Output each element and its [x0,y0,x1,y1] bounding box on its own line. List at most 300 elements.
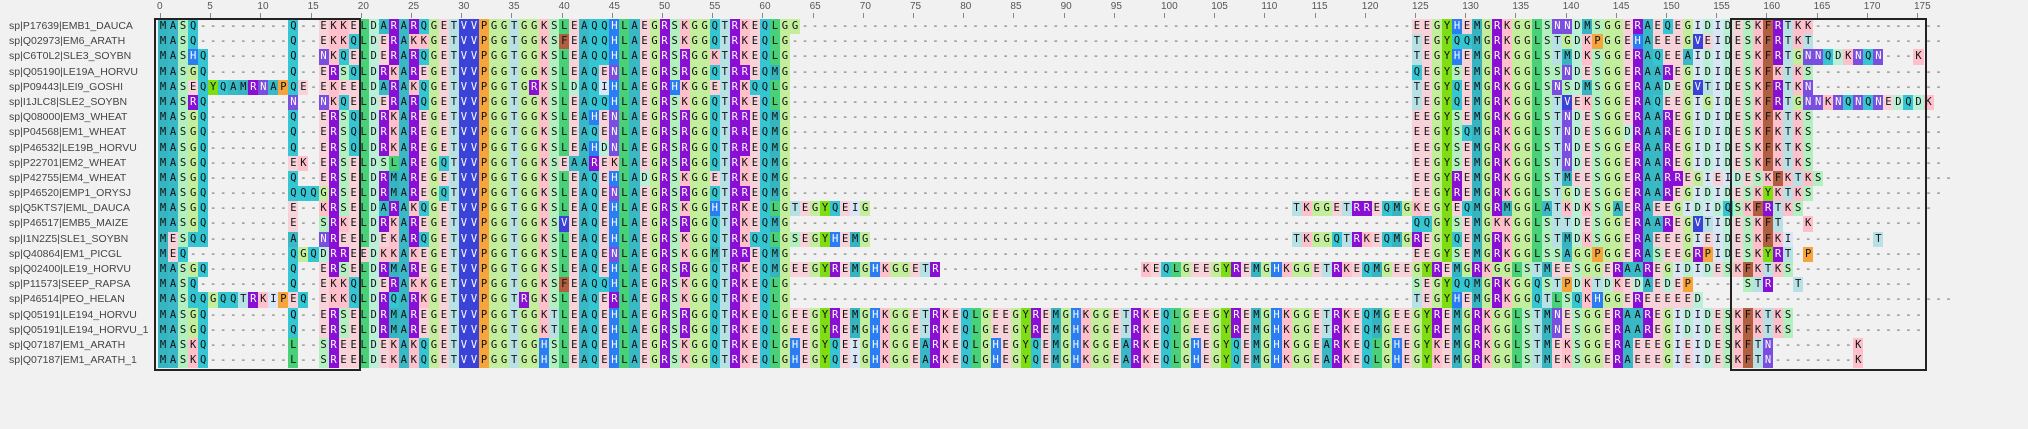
gap-cell: - [199,20,207,32]
gap-cell: - [1845,65,1852,78]
gap-cell: - [962,247,969,260]
residue-cell: G [890,338,900,353]
residue-cell: R [680,110,690,125]
residue-cell: L [1532,49,1542,64]
residue-cell: D [1572,277,1582,292]
gap-cell: - [972,187,979,200]
gap-cell: - [1363,65,1370,78]
residue-cell: M [238,80,248,95]
gap-cell: - [1293,171,1300,184]
sequence-row [158,277,1954,292]
residue-cell: G [489,232,499,247]
gap-cell: - [1122,278,1130,291]
residue-cell: G [1603,19,1613,34]
gap-cell: - [310,141,317,154]
residue-cell: E [1041,353,1051,368]
residue-cell: G [489,49,499,64]
residue-cell: G [1613,80,1623,95]
residue-cell: E [750,156,760,171]
gap-cell: - [1905,156,1912,169]
residue-cell: G [810,201,820,216]
gap-cell: - [801,247,809,260]
residue-cell: K [329,277,339,292]
gap-cell: - [892,20,899,32]
residue-cell: E [1572,95,1582,110]
gap-cell: - [1905,20,1912,32]
residue-cell: Q [1723,201,1733,216]
gap-cell: - [1875,156,1882,169]
residue-cell: D [1572,141,1582,156]
gap-cell: - [1383,247,1390,260]
gap-cell: - [1183,35,1190,48]
residue-cell: A [629,19,639,34]
gap-cell: - [902,156,909,169]
gap-cell: - [841,35,849,48]
residue-cell: R [1472,323,1482,338]
residue-cell: R [409,308,419,323]
gap-cell: - [270,247,277,260]
residue-cell: S [1542,110,1552,125]
residue-cell: K [1502,156,1512,171]
gap-cell: - [1012,187,1019,200]
residue-cell: S [178,292,188,307]
residue-cell: S [1592,65,1602,80]
residue-cell: L [770,80,780,95]
gap-cell: - [1373,65,1380,78]
residue-cell: I [1693,141,1703,156]
residue-cell: R [329,65,339,80]
residue-cell: R [1432,308,1442,323]
gap-cell: - [952,187,959,200]
residue-cell: E [750,323,760,338]
gap-cell: - [1082,95,1090,108]
residue-cell: Q [178,247,188,262]
residue-cell: Q [1362,262,1372,277]
residue-cell: G [1582,353,1592,368]
gap-cell: - [1112,50,1120,63]
residue-cell: R [329,262,339,277]
residue-cell: M [1251,262,1261,277]
residue-cell: L [971,338,981,353]
gap-cell: - [1052,35,1059,48]
residue-cell: S [339,308,349,323]
residue-cell: S [178,65,188,80]
residue-cell: G [700,156,710,171]
gap-cell: - [1915,202,1922,215]
gap-cell: - [1263,156,1270,169]
gap-cell: - [1072,232,1080,245]
residue-cell: G [1492,323,1502,338]
residue-cell: R [930,262,940,277]
residue-cell: S [670,353,680,368]
gap-cell: - [1885,293,1892,306]
gap-cell: - [1905,65,1912,78]
residue-cell: H [609,353,619,368]
gap-cell: - [1002,156,1009,169]
residue-cell: Q [589,292,599,307]
residue-cell: R [830,308,840,323]
residue-cell: S [1542,216,1552,231]
residue-cell: F [1763,232,1773,247]
gap-cell: - [1293,65,1300,78]
residue-cell: G [1091,308,1101,323]
residue-cell: H [1452,19,1462,34]
residue-cell: Q [1532,292,1542,307]
ruler-tick-mark [311,13,312,18]
gap-cell: - [1122,80,1130,93]
residue-cell: M [158,323,168,338]
residue-cell: G [1482,19,1492,34]
gap-cell: - [982,293,989,306]
residue-cell: H [609,201,619,216]
gap-cell: - [1142,50,1150,63]
residue-cell: T [449,353,459,368]
residue-cell: G [690,353,700,368]
residue-cell: Q [589,262,599,277]
residue-cell: K [940,323,950,338]
residue-cell: E [319,308,329,323]
gap-cell: - [280,354,287,367]
gap-cell: - [902,232,909,245]
gap-cell: - [1313,293,1320,306]
gap-cell: - [922,50,929,63]
residue-cell: V [469,156,479,171]
gap-cell: - [1092,247,1100,260]
residue-cell: M [1051,338,1061,353]
residue-cell: G [1592,323,1602,338]
residue-cell: A [920,353,930,368]
gap-cell: - [1825,111,1832,124]
residue-cell: G [780,262,790,277]
residue-cell: K [1753,34,1763,49]
gap-cell: - [1825,338,1832,351]
residue-cell: Q [830,201,840,216]
residue-cell: E [599,171,609,186]
residue-cell: D [1733,171,1743,186]
residue-cell: M [1582,19,1592,34]
gap-cell: - [1885,20,1892,32]
gap-cell: - [280,202,287,215]
residue-cell: Q [710,292,720,307]
gap-cell: - [1082,156,1090,169]
residue-cell: T [1703,80,1713,95]
residue-cell: I [1673,262,1683,277]
residue-cell: E [1191,262,1201,277]
residue-cell: R [1773,95,1783,110]
gap-cell: - [1935,293,1942,306]
residue-cell: A [1643,65,1653,80]
residue-cell: R [730,292,740,307]
sequence-name: sp|P42755|EM4_WHEAT [9,171,127,184]
gap-cell: - [1032,232,1039,245]
residue-cell: A [1653,80,1663,95]
gap-cell: - [841,80,849,93]
gap-cell: - [1373,156,1380,169]
residue-cell: H [870,262,880,277]
gap-cell: - [872,80,879,93]
gap-cell: - [1925,202,1932,215]
gap-cell: - [1885,141,1892,154]
residue-cell: P [479,171,489,186]
gap-cell: - [1835,278,1842,291]
gap-cell: - [1885,278,1892,291]
gap-cell: - [1173,65,1180,78]
gap-cell: - [811,65,819,78]
gap-cell: - [811,111,819,124]
residue-cell: Y [1442,156,1452,171]
gap-cell: - [240,111,247,124]
gap-cell: - [310,308,317,321]
residue-cell: I [1693,65,1703,80]
gap-cell: - [1845,278,1852,291]
sequence-row [158,308,1954,323]
residue-cell: N [319,232,329,247]
gap-cell: - [1875,80,1882,93]
residue-cell: T [449,216,459,231]
residue-cell: S [178,34,188,49]
residue-cell: G [519,232,529,247]
gap-cell: - [1825,171,1832,184]
residue-cell: E [1001,323,1011,338]
residue-cell: E [750,353,760,368]
gap-cell: - [1303,35,1310,48]
gap-cell: - [1333,95,1340,108]
gap-cell: - [220,35,227,48]
residue-cell: H [870,338,880,353]
residue-cell: G [690,247,700,262]
residue-cell: T [1783,95,1793,110]
residue-cell: R [660,156,670,171]
residue-cell: R [1492,110,1502,125]
residue-cell: G [1603,292,1613,307]
gap-cell: - [1835,20,1842,32]
gap-cell: - [310,293,317,306]
residue-cell: G [1522,186,1532,201]
residue-cell: R [1633,19,1643,34]
residue-cell: L [619,353,629,368]
gap-cell: - [1112,187,1120,200]
residue-cell: E [1733,141,1743,156]
gap-cell: - [1052,95,1059,108]
gap-cell: - [1152,111,1160,124]
residue-cell: G [700,292,710,307]
residue-cell: G [1412,338,1422,353]
residue-cell: G [188,156,198,171]
residue-cell: K [740,277,750,292]
residue-cell: Q [288,65,298,80]
residue-cell: Q [188,232,198,247]
residue-cell: S [1592,216,1602,231]
residue-cell: R [409,49,419,64]
gap-cell: - [1845,232,1852,245]
sequence-row [158,95,1954,110]
residue-cell: E [1633,338,1643,353]
residue-cell: D [1723,95,1733,110]
gap-cell: - [1865,65,1872,78]
gap-cell: - [1102,263,1110,275]
residue-cell: T [509,171,519,186]
residue-cell: G [1522,80,1532,95]
gap-cell: - [1333,217,1340,230]
residue-cell: M [1542,323,1552,338]
gap-cell: - [831,141,839,154]
residue-cell: D [1723,141,1733,156]
gap-cell: - [962,65,969,78]
gap-cell: - [280,187,287,200]
residue-cell: R [1231,308,1241,323]
gap-cell: - [1825,65,1832,78]
residue-cell: A [168,292,178,307]
residue-cell: S [1743,156,1753,171]
gap-cell: - [1233,217,1240,230]
gap-cell: - [1794,354,1802,367]
gap-cell: - [912,232,919,245]
residue-cell: A [1643,201,1653,216]
gap-cell: - [1092,95,1100,108]
residue-cell: E [1422,19,1432,34]
residue-cell: Q [589,65,599,80]
residue-cell: Q [198,262,208,277]
residue-cell: K [389,216,399,231]
gap-cell: - [972,35,979,48]
gap-cell: - [1052,126,1059,139]
residue-cell: A [399,308,409,323]
gap-cell: - [260,338,267,351]
residue-cell: Y [1422,353,1432,368]
residue-cell: E [288,156,298,171]
residue-cell: N [1803,49,1813,64]
gap-cell: - [1895,202,1902,215]
residue-cell: E [319,125,329,140]
residue-cell: E [1442,353,1452,368]
gap-cell: - [1845,308,1852,321]
gap-cell: - [1032,35,1039,48]
gap-cell: - [1333,50,1340,63]
gap-cell: - [1885,247,1892,260]
residue-cell: K [1753,110,1763,125]
residue-cell: A [629,308,639,323]
residue-cell: E [1191,323,1201,338]
residue-cell: V [469,49,479,64]
residue-cell: G [1211,262,1221,277]
gap-cell: - [1845,202,1852,215]
residue-cell: G [489,292,499,307]
residue-cell: L [359,95,369,110]
ruler-tick-label: 125 [1412,1,1429,12]
residue-cell: Q [198,95,208,110]
residue-cell: S [549,156,559,171]
gap-cell: - [1243,278,1250,291]
residue-cell: S [549,19,559,34]
residue-cell: M [1472,292,1482,307]
gap-cell: - [1734,293,1742,306]
residue-cell: S [549,292,559,307]
residue-cell: G [429,19,439,34]
gap-cell: - [922,202,929,215]
gap-cell: - [1092,126,1100,139]
residue-cell: H [609,308,619,323]
gap-cell: - [1363,247,1370,260]
residue-cell: T [1552,95,1562,110]
gap-cell: - [310,65,317,78]
residue-cell: K [1502,292,1512,307]
residue-cell: Y [1442,201,1452,216]
gap-cell: - [852,50,859,63]
residue-cell: Q [419,201,429,216]
residue-cell: E [439,277,449,292]
gap-cell: - [250,171,257,184]
gap-cell: - [1042,247,1049,260]
residue-cell: E [1623,201,1633,216]
gap-cell: - [1022,187,1029,200]
gap-cell: - [1223,187,1230,200]
gap-cell: - [1152,35,1160,48]
residue-cell: K [1502,125,1512,140]
gap-cell: - [1704,293,1711,306]
residue-cell: G [1603,186,1613,201]
gap-cell: - [1253,187,1260,200]
residue-cell: H [589,110,599,125]
residue-cell: G [519,49,529,64]
gap-cell: - [962,187,969,200]
residue-cell: S [339,110,349,125]
residue-cell: R [389,95,399,110]
gap-cell: - [952,232,959,245]
residue-cell: E [1623,232,1633,247]
residue-cell: K [539,110,549,125]
residue-cell: E [1663,292,1673,307]
residue-cell: G [1492,338,1502,353]
residue-cell: S [1653,247,1663,262]
residue-cell: E [1623,34,1633,49]
gap-cell: - [1213,141,1220,154]
gap-cell: - [992,80,999,93]
residue-cell: N [609,186,619,201]
residue-cell: L [559,201,569,216]
gap-cell: - [1022,50,1029,63]
residue-cell: R [1613,262,1623,277]
residue-cell: S [178,49,188,64]
residue-cell: T [1552,277,1562,292]
gap-cell: - [1092,35,1100,48]
gap-cell: - [1283,247,1290,260]
gap-cell: - [831,278,839,291]
gap-cell: - [1183,156,1190,169]
residue-cell: Q [1572,292,1582,307]
gap-cell: - [1734,278,1742,291]
ruler-tick-label: 30 [458,1,470,12]
gap-cell: - [1253,141,1260,154]
residue-cell: E [1422,125,1432,140]
residue-cell: I [1783,232,1793,247]
residue-cell: S [1723,353,1733,368]
residue-cell: Q [760,216,770,231]
gap-cell: - [992,278,999,291]
gap-cell: - [1183,171,1190,184]
gap-cell: - [250,247,257,260]
gap-cell: - [1393,95,1401,108]
residue-cell: G [1613,186,1623,201]
residue-cell: A [168,353,178,368]
gap-cell: - [1373,35,1380,48]
gap-cell: - [1052,141,1059,154]
residue-cell: T [449,247,459,262]
residue-cell: E [1733,80,1743,95]
residue-cell: E [439,171,449,186]
residue-cell: M [158,216,168,231]
residue-cell: Q [188,277,198,292]
residue-cell: Y [1442,171,1452,186]
